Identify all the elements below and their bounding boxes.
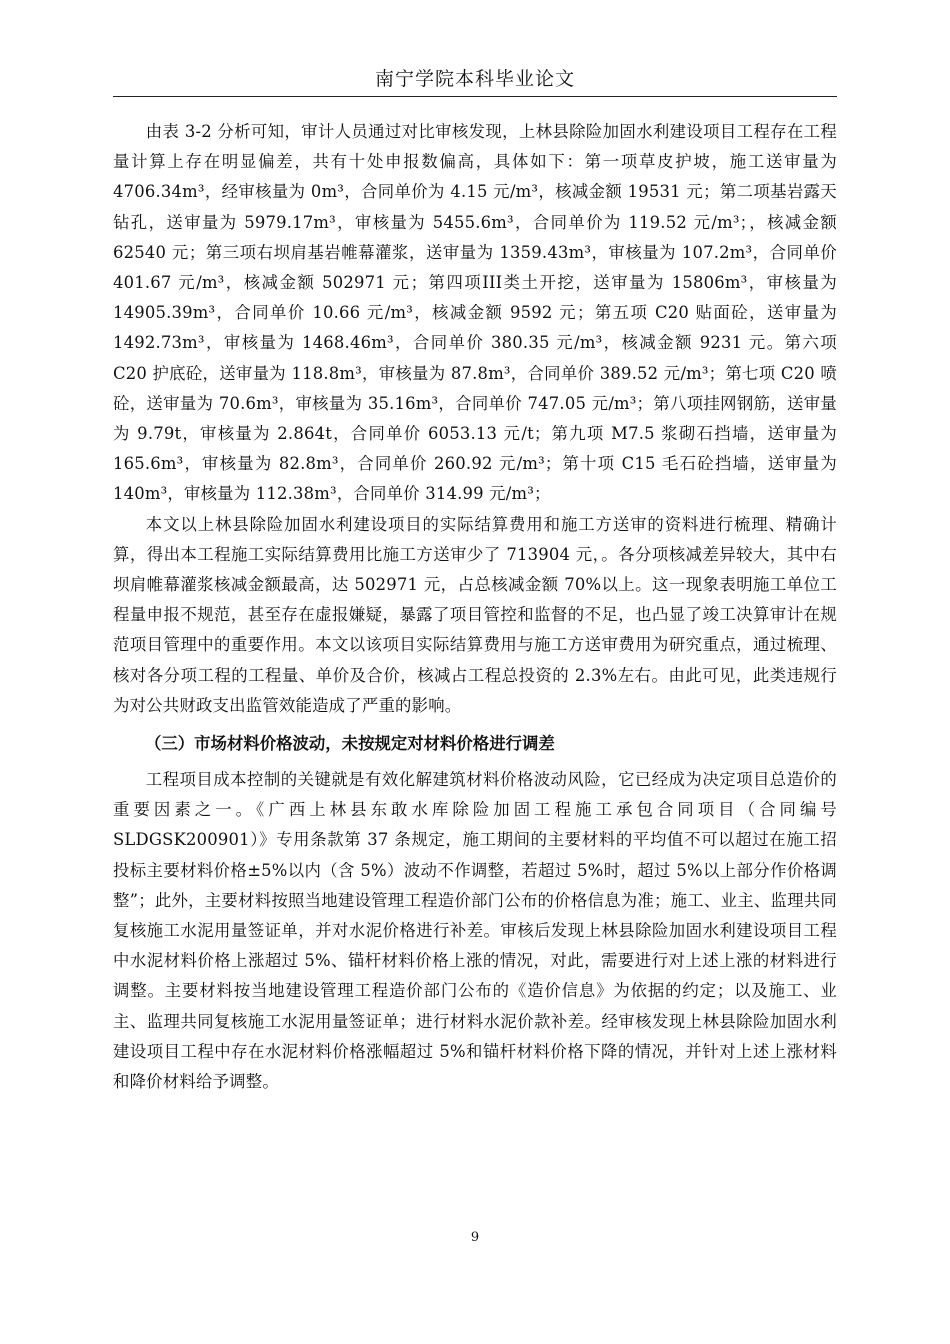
paragraph-settlement-summary: 本文以上林县除险加固水利建设项目的实际结算费用和施工方送审的资料进行梳理、精确计算，得出本工程施工实际结算费用比施工方送审少了 713904 元，。各分项核减差异较大，其中右坝肩帷幕灌浆核减金额最高，达 502971 元，占总核减金额 70%以上。这一现象表明施工单位工程量申报不规范，甚至存在虚报嫌疑，暴露了项目管控和监督的不足，也凸显了竣工决算审计在规范项目管理中的重要作用。本文以该项目实际结算费用与施工方送审费用为研究重点，通过梳理、核对各分项工程的工程量、单价及合价，核减占工程总投资的 2.3%左右。由此可见，此类违规行为对公共财政支出监管效能造成了严重的影响。 (113, 514, 837, 715)
running-header: 南宁学院本科毕业论文 (374, 68, 575, 90)
page-number: 9 (470, 1230, 480, 1245)
header-divider (113, 96, 837, 97)
section-heading: （三）市场材料价格波动，未按规定对材料价格进行调差 (145, 734, 555, 754)
paragraph-material-price: 工程项目成本控制的关键就是有效化解建筑材料价格波动风险，它已经成为决定项目总造价的重要因素之一。《广西上林县东敢水库除险加固工程施工承包合同项目（合同编号 SLDGSK200901）》专用条款第 37 条规定，施工期间的主要材料的平均值不可以超过在施工招投标主要材料价格±5%以内（含 5%）波动不作调整，若超过 5%时，超过 5%以上部分作价格调整”；此外，主要材料按照当地建设管理工程造价部门公布的价格信息为准；施工、业主、监理共同复核施工水泥用量签证单，并对水泥价格进行补差。审核后发现上林县除险加固水利建设项目工程中水泥材料价格上涨超过 5%、锚杆材料价格上涨的情况，对此，需要进行对上述上涨的材料进行调整。主要材料按当地建设管理工程造价部门公布的《造价信息》为依据的约定；以及施工、业主、监理共同复核施工水泥用量签证单；进行材料水泥价款补差。经审核发现上林县除险加固水利建设项目工程中存在水泥材料价格涨幅超过 5%和锚杆材料价格下降的情况，并针对上述上涨材料和降价材料给予调整。 (113, 770, 837, 1092)
paragraph-audit-findings: 由表 3-2 分析可知，审计人员通过对比审核发现，上林县除险加固水利建设项目工程存在工程量计算上存在明显偏差，共有十处申报数偏高，具体如下：第一项草皮护坡，施工送审量为 4706.34m³，经审核量为 0m³，合同单价为 4.15 元/m³，核减金额 19531 元；第二项基岩露天钻孔，送审量为 5979.17m³，审核量为 5455.6m³，合同单价为 119.52 元/m³；，核减金额 62540 元；第三项右坝肩基岩帷幕灌浆，送审量为 1359.43m³，审核量为 107.2m³，合同单价 401.67 元/m³，核减金额 502971 元；第四项III类土开挖，送审量为 15806m³，审核量为 14905.39m³，合同单价 10.66 元/m³，核减金额 9592 元；第五项 C20 贴面砼，送审量为 1492.73m³，审核量为 1468.46m³，合同单价 380.35 元/m³，核减金额 9231 元。第六项 C20 护底砼，送审量为 118.8m³，审核量为 87.8m³，合同单价 389.52 元/m³；第七项 C20 喷砼，送审量为 70.6m³，审核量为 35.16m³，合同单价 747.05 元/m³；第八项挂网钢筋，送审量为 9.79t，审核量为 2.864t，合同单价 6053.13 元/t；第九项 M7.5 浆砌石挡墙，送审量为 165.6m³，审核量为 82.8m³，合同单价 260.92 元/m³；第十项 C15 毛石砼挡墙，送审量为 140m³，审核量为 112.38m³，合同单价 314.99 元/m³； (113, 122, 837, 504)
body-text (113, 117, 837, 1097)
